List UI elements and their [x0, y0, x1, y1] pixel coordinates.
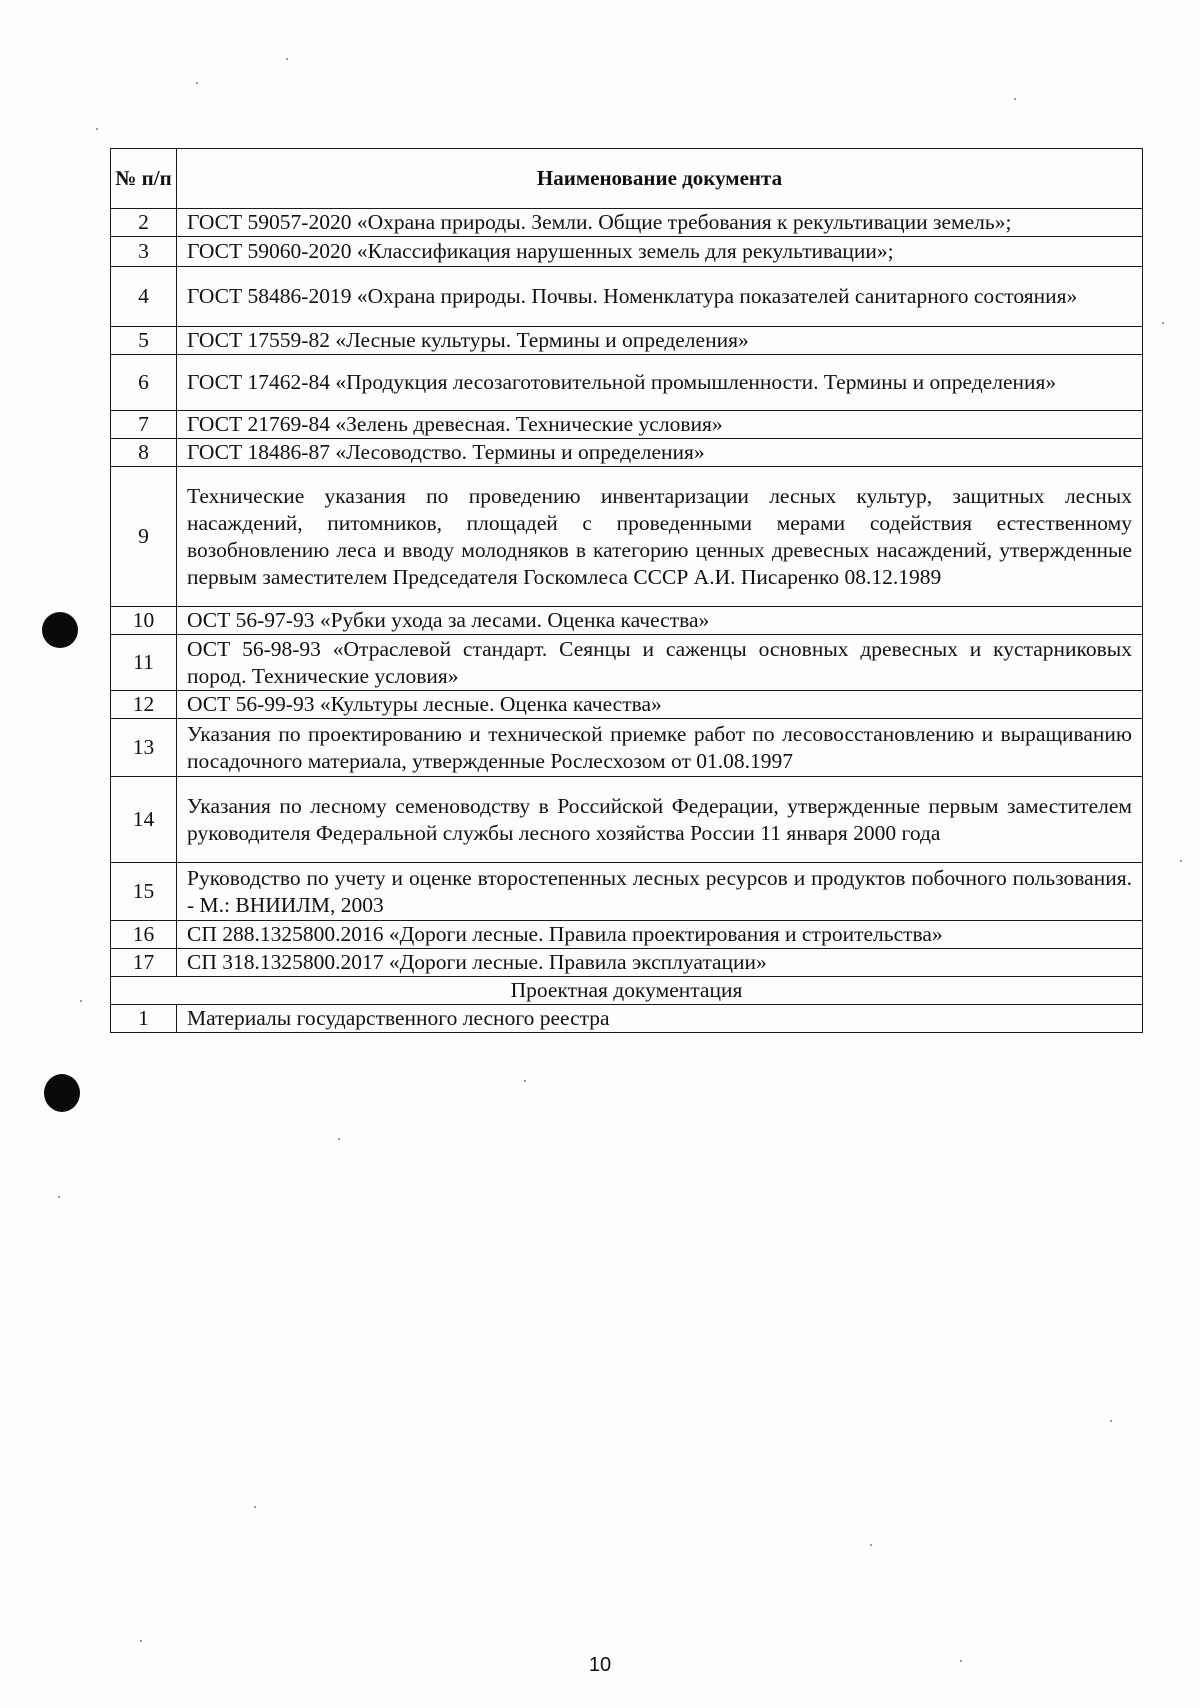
- table-row: [111, 439, 1143, 467]
- table-row: [111, 1005, 1143, 1033]
- table-row: [111, 777, 1143, 863]
- row-document-name: СП 288.1325800.2016 «Дороги лесные. Правила проектирования и строительства»: [177, 921, 1143, 949]
- row-number: 3: [111, 237, 177, 267]
- scan-speck: [140, 1640, 142, 1642]
- row-document-name: ГОСТ 18486-87 «Лесоводство. Термины и определения»: [177, 439, 1143, 467]
- scan-speck: [80, 1000, 82, 1002]
- row-document-name: ГОСТ 59060-2020 «Классификация нарушенных земель для рекультивации»;: [177, 237, 1143, 267]
- scan-speck: [1110, 1420, 1112, 1422]
- row-number: 11: [111, 635, 177, 691]
- row-number: 15: [111, 863, 177, 921]
- row-document-name: ОСТ 56-97-93 «Рубки ухода за лесами. Оценка качества»: [177, 607, 1143, 635]
- row-document-name: ГОСТ 21769-84 «Зелень древесная. Технические условия»: [177, 411, 1143, 439]
- row-number: 17: [111, 949, 177, 977]
- row-number: 14: [111, 777, 177, 863]
- row-number: 12: [111, 691, 177, 719]
- scan-speck: [1014, 98, 1016, 100]
- table-row: [111, 355, 1143, 411]
- table-row: [111, 267, 1143, 327]
- scan-speck: [286, 58, 288, 60]
- table-row: [111, 719, 1143, 777]
- documents-table: [110, 148, 1143, 1033]
- page-number: 10: [588, 1654, 612, 1676]
- table-row: [111, 921, 1143, 949]
- scan-speck: [1180, 860, 1182, 862]
- scan-speck: [58, 1196, 60, 1198]
- row-document-name: Указания по проектированию и технической приемке работ по лесовосстановлению и выращиванию посадочного материала, утвержденные Рослесхозом от 01.08.1997: [177, 719, 1143, 777]
- table-row: [111, 863, 1143, 921]
- punch-hole-bottom: [44, 1074, 80, 1112]
- scan-speck: [254, 1506, 256, 1508]
- row-number: 6: [111, 355, 177, 411]
- table-row: [111, 209, 1143, 237]
- row-document-name: Материалы государственного лесного реестра: [177, 1005, 1143, 1033]
- table-row: [111, 467, 1143, 607]
- table-row: [111, 691, 1143, 719]
- row-document-name: ОСТ 56-98-93 «Отраслевой стандарт. Сеянцы и саженцы основных древесных и кустарниковых пород. Технические условия»: [177, 635, 1143, 691]
- scan-speck: [1162, 322, 1164, 324]
- section-title: Проектная документация: [111, 977, 1143, 1005]
- row-document-name: ГОСТ 17462-84 «Продукция лесозаготовительной промышленности. Термины и определения»: [177, 355, 1143, 411]
- row-number: 8: [111, 439, 177, 467]
- row-number: 5: [111, 327, 177, 355]
- row-document-name: Указания по лесному семеноводству в Российской Федерации, утвержденные первым заместителем руководителя Федеральной службы лесного хозяйства России 11 января 2000 года: [177, 777, 1143, 863]
- scan-speck: [96, 128, 98, 130]
- table-body: [111, 209, 1143, 1033]
- section-header-row: [111, 977, 1143, 1005]
- table-row: [111, 949, 1143, 977]
- row-document-name: ГОСТ 58486-2019 «Охрана природы. Почвы. Номенклатура показателей санитарного состояния»: [177, 267, 1143, 327]
- row-document-name: ГОСТ 59057-2020 «Охрана природы. Земли. Общие требования к рекультивации земель»;: [177, 209, 1143, 237]
- row-number: 1: [111, 1005, 177, 1033]
- scan-speck: [338, 1138, 340, 1140]
- row-number: 4: [111, 267, 177, 327]
- table-header-row: [111, 149, 1143, 209]
- table-row: [111, 411, 1143, 439]
- row-document-name: СП 318.1325800.2017 «Дороги лесные. Правила эксплуатации»: [177, 949, 1143, 977]
- row-number: 7: [111, 411, 177, 439]
- scan-speck: [524, 1080, 526, 1082]
- row-document-name: Руководство по учету и оценке второстепенных лесных ресурсов и продуктов побочного пользования. - М.: ВНИИЛМ, 2003: [177, 863, 1143, 921]
- scan-speck: [870, 1544, 872, 1546]
- table-row: [111, 607, 1143, 635]
- row-document-name: ГОСТ 17559-82 «Лесные культуры. Термины и определения»: [177, 327, 1143, 355]
- punch-hole-top: [42, 612, 78, 648]
- row-document-name: Технические указания по проведению инвентаризации лесных культур, защитных лесных насаждений, питомников, площадей с проведенными мерами содействия естественному возобновлению леса и вводу молодняков в категорию ценных древесных насаждений, утвержденные первым заместителем Председателя Госкомлеса СССР А.И. Писаренко 08.12.1989: [177, 467, 1143, 607]
- row-number: 13: [111, 719, 177, 777]
- row-number: 16: [111, 921, 177, 949]
- table-row: [111, 635, 1143, 691]
- header-document-name: Наименование документа: [177, 149, 1143, 209]
- row-number: 9: [111, 467, 177, 607]
- row-number: 10: [111, 607, 177, 635]
- table-row: [111, 237, 1143, 267]
- row-document-name: ОСТ 56-99-93 «Культуры лесные. Оценка качества»: [177, 691, 1143, 719]
- header-number: № п/п: [111, 149, 177, 209]
- row-number: 2: [111, 209, 177, 237]
- scan-speck: [196, 82, 198, 84]
- table-row: [111, 327, 1143, 355]
